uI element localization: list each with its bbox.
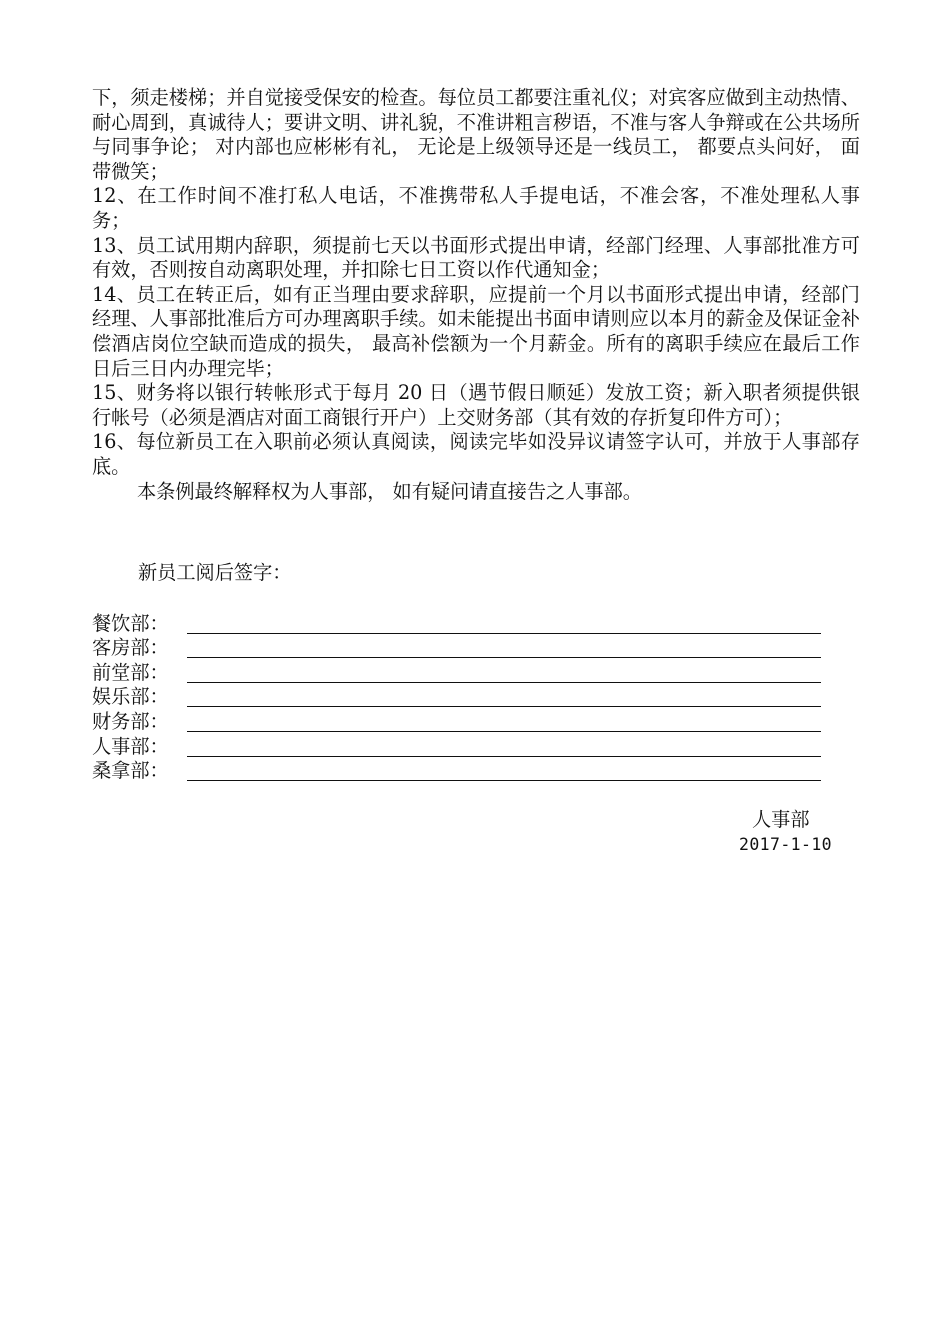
signature-line[interactable]: [187, 656, 821, 658]
paragraph-13: 13、员工试用期内辞职，须提前七天以书面形式提出申请，经部门经理、人事部批准方可有效，否则按自动离职处理，并扣除七日工资以作代通知金；: [92, 233, 860, 282]
signature-line[interactable]: [187, 632, 821, 634]
signature-line[interactable]: [187, 755, 821, 757]
signature-row-catering: [92, 610, 822, 635]
paragraph-16: 16、每位新员工在入职前必须认真阅读，阅读完毕如没异议请签字认可，并放于人事部存底。: [92, 430, 860, 478]
department-label: 人事部：: [92, 734, 169, 758]
signature-row-finance: [92, 708, 822, 733]
department-label: 客房部：: [92, 636, 169, 660]
signature-row-sauna: [92, 758, 822, 783]
department-label: 娱乐部：: [92, 685, 169, 709]
department-label: 餐饮部：: [92, 611, 169, 635]
signature-row-housekeeping: [92, 635, 822, 660]
paragraph-14: 14、员工在转正后，如有正当理由要求辞职，应提前一个月以书面形式提出申请，经部门经理、人事部批准后方可办理离职手续。如未能提出书面申请则应以本月的薪金及保证金补偿酒店岗位空缺而造成的损失， 最高补偿额为一个月薪金。所有的离职手续应在最后工作日后三日内办理完毕；: [92, 282, 860, 380]
department-label: 财务部：: [92, 709, 169, 733]
signature-row-hr: [92, 733, 822, 758]
department-label: 前堂部：: [92, 660, 169, 684]
regulation-text: [92, 86, 860, 504]
paragraph-11-continued: 下，须走楼梯；并自觉接受保安的检查。每位员工都要注重礼仪；对宾客应做到主动热情、耐心周到，真诚待人；要讲文明、讲礼貌，不准讲粗言秽语，不准与客人争辩或在公共场所与同事争论； 对内部也应彬彬有礼， 无论是上级领导还是一线员工， 都要点头问好， 面带微笑；: [92, 86, 860, 183]
issue-date: 2017-1-10: [739, 835, 833, 854]
paragraph-15: 15、财务将以银行转帐形式于每月 20 日（遇节假日顺延）发放工资；新入职者须提供银行帐号（必须是酒店对面工商银行开户）上交财务部（其有效的存折复印件方可）；: [92, 381, 860, 429]
department-label: 桑拿部：: [92, 759, 169, 783]
issuing-department: 人事部: [752, 808, 810, 831]
paragraph-12: 12、在工作时间不准打私人电话，不准携带私人手提电话，不准会客，不准处理私人事务；: [92, 184, 860, 232]
signature-line[interactable]: [187, 779, 821, 781]
signature-row-entertainment: [92, 684, 822, 709]
interpretation-note: 本条例最终解释权为人事部， 如有疑问请直接告之人事部。: [137, 479, 642, 503]
signature-list: [92, 610, 822, 782]
signature-line[interactable]: [187, 705, 821, 707]
signature-row-front-office: [92, 659, 822, 684]
signature-line[interactable]: [187, 681, 821, 683]
signature-intro: 新员工阅后签字：: [138, 561, 292, 584]
signature-line[interactable]: [187, 730, 821, 732]
